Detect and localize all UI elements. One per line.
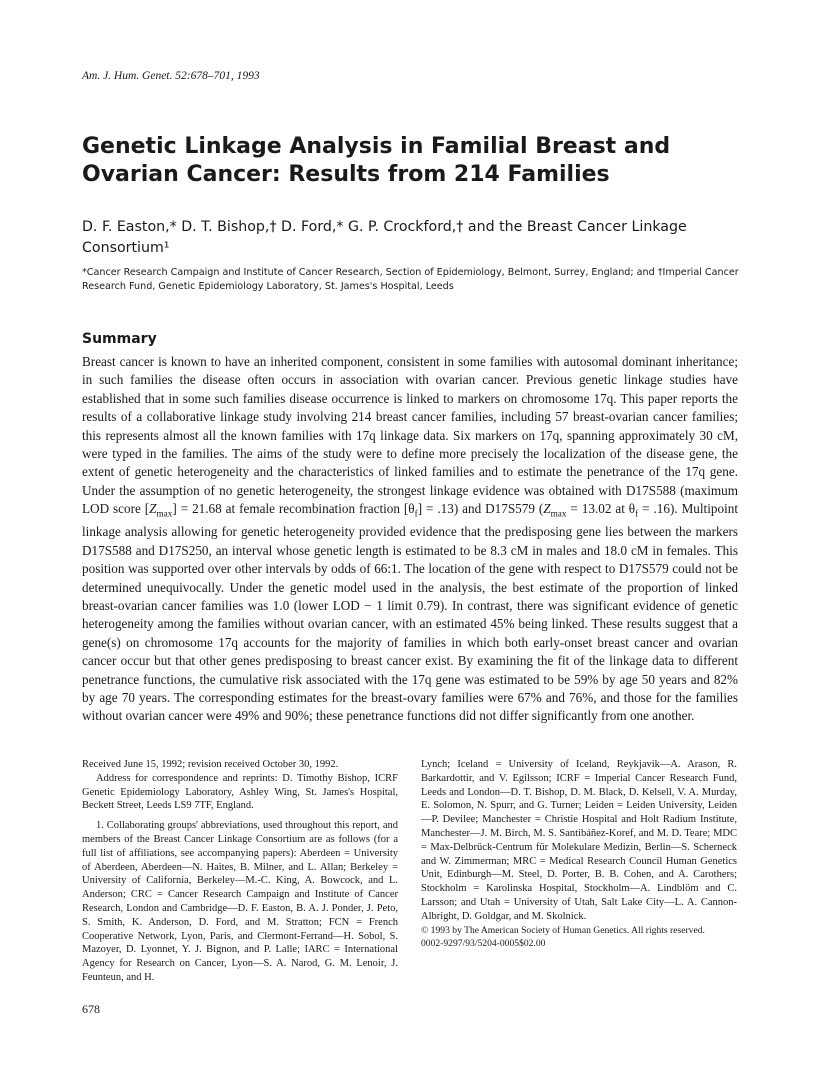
footnotes-left-column [82,758,398,985]
abstract-text-5: = .16). Multipoint linkage analysis allowing for genetic heterogeneity provided evidence that the predisposing gene lies between the markers D17S588 and D17S250, an interval whose genetic length is estimated to be 8.3 cM in males and 18.0 cM in females. This position was supported over other intervals by odds of 66:1. The location of the gene with respect to D17S579 could not be determined unequivocally. Under the genetic model used in the analysis, the best estimate of the proportion of linked breast-ovarian cancer families was 1.0 (lower LOD − 1 limit 0.79). In contrast, there was significant evidence of genetic heterogeneity among the families without ovarian cancer, with an estimated 45% being linked. These results suggest that a gene(s) on chromosome 17q accounts for the majority of families in which both early-onset breast cancer and ovarian cancer occur but that other genes predisposing to breast cancer exist. By examining the fit of the linkage data to different penetrance functions, the cumulative risk associated with the 17q gene was estimated to be 59% by age 50 years and 82% by age 70 years. The corresponding estimates for the breast-ovary families were 67% and 76%, and those for the families without ovarian cancer were 49% and 90%; these penetrance functions did not differ significantly from one another. [82,501,738,724]
theta-subscript-2: f [635,508,639,519]
summary-abstract [82,353,738,726]
received-dates: Received June 15, 1992; revision received October 30, 1992. [82,759,339,770]
copyright-notice: © 1993 by The American Society of Human Genetics. All rights reserved. [421,924,705,936]
zmax-symbol-2: Z [543,501,551,517]
footnote-1-part-1: 1. Collaborating groups' abbreviations, used throughout this report, and members of the Breast Cancer Linkage Consortium are as follows (for a full list of affiliations, see accompanying papers): Aberdeen = University of Aberdeen, Aberdeen—N. Haites, B. Milner, and L. Allan; Berkeley = University of California, Berkeley—M.-C. King, A. Bowcock, and L. Anderson; CRC = Cancer Research Campaign and Institute of Cancer Research, London and Cambridge—D. F. Easton, B. A. J. Ponder, J. Peto, S. Smith, K. Anderson, D. Ford, and M. Stratton; FCN = French Cooperative Network, Lyon, Paris, and Clermont-Ferrand—H. Sobol, S. Mazoyer, D. Lyonnet, Y. J. Bignon, and P. Lalle; IARC = International Agency for Research on Cancer, Lyon—S. A. Narod, G. M. Lenoir, J. Feunteun, and H. [82,820,398,983]
author-list: D. F. Easton,* D. T. Bishop,† D. Ford,* G. P. Crockford,† and the Breast Cancer Linkage Consortium¹ [82,219,687,256]
correspondence-address: Address for correspondence and reprints: D. Timothy Bishop, ICRF Genetic Epidemiology Laboratory, Ashley Wing, St. James's Hospital, Beckett Street, Leeds LS9 7TF, England. [82,772,398,812]
footnote-1-part-2: Lynch; Iceland = University of Iceland, Reykjavik—A. Arason, R. Barkardottir, and V. Egilsson; ICRF = Imperial Cancer Research Fund, Leeds and London—D. T. Bishop, D. M. Black, D. Kelsell, V. A. Murday, E. Solomon, N. Spurr, and G. Turner; Leiden = Leiden University, Leiden—P. Devilee; Manchester = Christie Hospital and Holt Radium Institute, Manchester—J. M. Birch, M. S. Santibáñez-Koref, and M. D. Teare; MDC = Max-Delbrück-Centrum für Molekulare Medizin, Berlin—S. Scherneck and W. Zimmerman; MRC = Medical Research Council Human Genetics Unit, Edinburgh—M. Steel, D. Porter, B. B. Cohen, and A. Carothers; Stockholm = Karolinska Hospital, Stockholm—A. Lindblöm and C. Larsson; and Utah = University of Utah, Salt Lake City—L. A. Cannon-Albright, D. Goldgar, and M. Skolnick. [421,759,737,922]
abstract-text-1: Breast cancer is known to have an inherited component, consistent in some families with autosomal dominant inheritance; in such families the disease often occurs in association with ovarian cancer. Previous genetic linkage studies have established that in some such families disease occurrence is linked to markers on chromosome 17q. This paper reports the results of a collaborative linkage study involving 214 breast cancer families, including 57 breast-ovarian cancer families; this represents almost all the known families with 17q linkage data. Six markers on 17q, spanning approximately 30 cM, were typed in the families. The aims of the study were to define more precisely the localization of the disease gene, the extent of genetic heterogeneity and the characteristics of linked families and to estimate the penetrance of the 17q gene. Under the assumption of no genetic heterogeneity, the strongest linkage evidence was obtained with D17S588 (maximum LOD score [ [82,354,738,517]
zmax-symbol-1: Z [149,501,157,517]
theta-subscript-1: f [414,508,418,519]
journal-reference: Am. J. Hum. Genet. 52:678–701, 1993 [82,70,260,82]
page-number: 678 [82,1002,100,1016]
abstract-text-2: ] = 21.68 at female recombination fraction [θ [172,501,415,517]
abstract-text-3: ] = .13) and D17S579 ( [417,501,544,517]
zmax-subscript-1: max [156,508,173,519]
zmax-subscript-2: max [550,508,567,519]
article-title: Genetic Linkage Analysis in Familial Breast and Ovarian Cancer: Results from 214 Families [82,134,671,187]
summary-heading: Summary [82,331,157,347]
abstract-text-4: = 13.02 at θ [566,501,636,517]
footnotes-right-column [421,758,737,950]
affiliations: *Cancer Research Campaign and Institute of Cancer Research, Section of Epidemiology, Belmont, Surrey, England; and †Imperial Cancer Research Fund, Genetic Epidemiology Laboratory, St. James's Hospital, Leeds [82,267,739,292]
issn-code: 0002-9297/93/5204-0005$02.00 [421,937,546,949]
